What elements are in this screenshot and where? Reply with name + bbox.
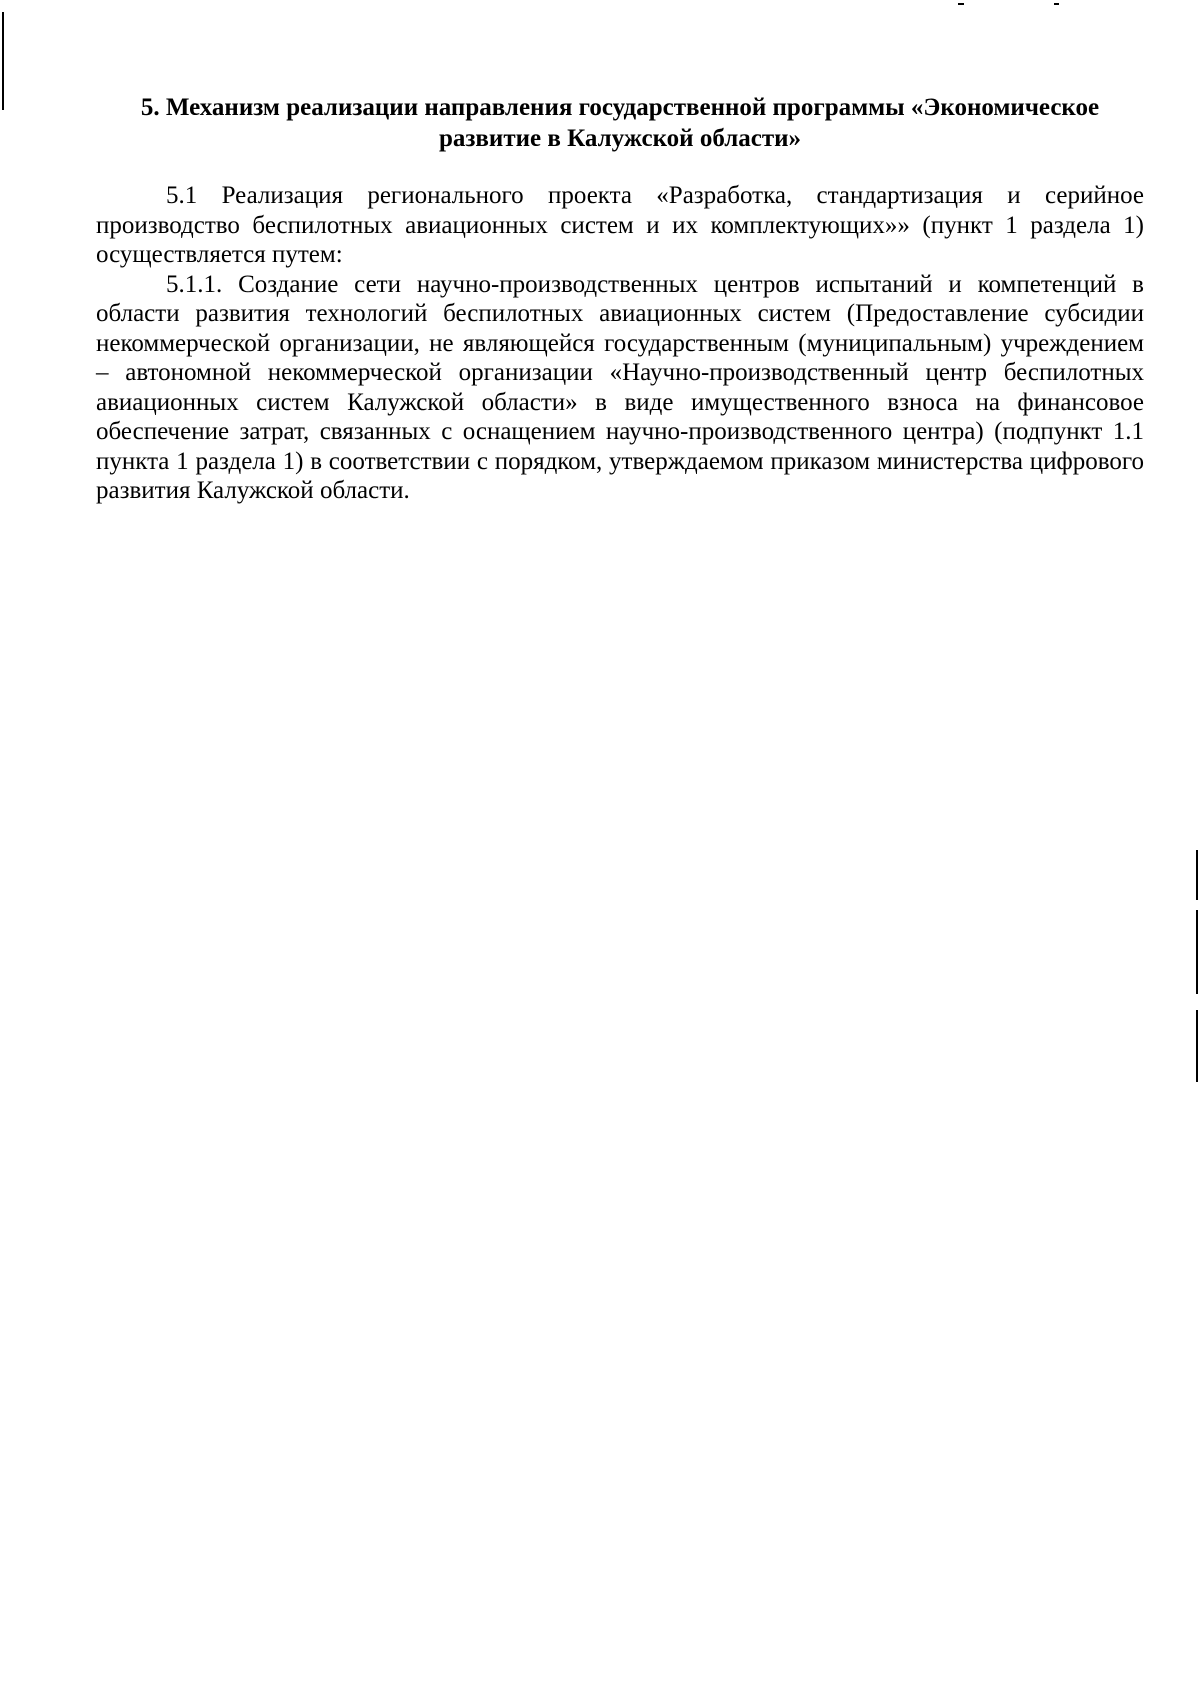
section-body bbox=[96, 181, 1144, 506]
scan-edge-mark-right bbox=[1196, 850, 1198, 900]
scan-edge-mark-right bbox=[1196, 1010, 1198, 1082]
paragraph-5-1-1: 5.1.1. Создание сети научно-производственных центров испытаний и компетенций в области развития технологий беспилотных авиационных систем (Предоставление субсидии некоммерческой организации, не являющейся государственным (муниципальным) учреждением – автономной некоммерческой организации «Научно-производственный центр беспилотных авиационных систем Калужской области» в виде имущественного взноса на финансовое обеспечение затрат, связанных с оснащением научно-производственного центра) (подпункт 1.1 пункта 1 раздела 1) в соответствии с порядком, утверждаемом приказом министерства цифрового развития Калужской области. bbox=[96, 270, 1144, 504]
scan-edge-mark-right bbox=[1196, 910, 1198, 994]
scan-edge-mark-left bbox=[2, 12, 4, 110]
scan-speck-top bbox=[1054, 3, 1059, 5]
paragraph-5-1: 5.1 Реализация регионального проекта «Разработка, стандартизация и серийное производство беспилотных авиационных систем и их комплектующих»» (пункт 1 раздела 1) осуществляется путем: bbox=[96, 182, 1144, 268]
scan-speck-top bbox=[958, 3, 964, 5]
section-heading: 5. Механизм реализации направления государственной программы «Экономическое развитие в Калужской области» bbox=[140, 94, 1100, 152]
